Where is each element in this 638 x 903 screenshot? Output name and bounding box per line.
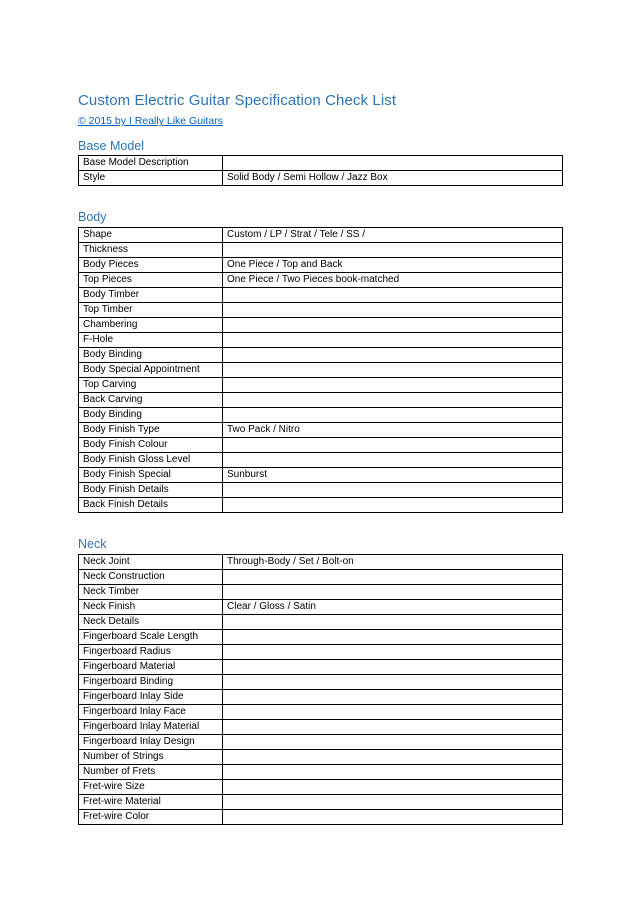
table-row	[79, 273, 563, 288]
row-value[interactable]	[223, 438, 563, 453]
row-value[interactable]	[223, 156, 563, 171]
row-value[interactable]	[223, 630, 563, 645]
row-value[interactable]: Custom / LP / Strat / Tele / SS /	[223, 228, 563, 243]
section-heading-base-model: Base Model	[78, 139, 145, 153]
row-value[interactable]	[223, 675, 563, 690]
base-model-table	[78, 155, 563, 186]
table-row	[79, 333, 563, 348]
body-table	[78, 227, 563, 513]
row-value[interactable]	[223, 735, 563, 750]
row-value[interactable]	[223, 393, 563, 408]
row-value[interactable]	[223, 720, 563, 735]
table-row	[79, 705, 563, 720]
table-row	[79, 348, 563, 363]
row-label: Chambering	[79, 318, 223, 333]
row-label: Body Finish Colour	[79, 438, 223, 453]
row-label: Body Pieces	[79, 258, 223, 273]
row-label: Body Finish Details	[79, 483, 223, 498]
row-value[interactable]	[223, 765, 563, 780]
row-value[interactable]: One Piece / Two Pieces book-matched	[223, 273, 563, 288]
row-value[interactable]	[223, 498, 563, 513]
table-row	[79, 318, 563, 333]
table-row	[79, 720, 563, 735]
row-value[interactable]	[223, 780, 563, 795]
table-row	[79, 438, 563, 453]
row-label: Back Finish Details	[79, 498, 223, 513]
row-value[interactable]	[223, 378, 563, 393]
table-row	[79, 765, 563, 780]
section-heading-neck: Neck	[78, 537, 107, 551]
table-row	[79, 630, 563, 645]
row-label: Neck Finish	[79, 600, 223, 615]
row-label: Top Pieces	[79, 273, 223, 288]
row-value[interactable]	[223, 750, 563, 765]
row-value[interactable]: Two Pack / Nitro	[223, 423, 563, 438]
row-label: Neck Joint	[79, 555, 223, 570]
row-value[interactable]	[223, 363, 563, 378]
table-row	[79, 393, 563, 408]
table-row	[79, 156, 563, 171]
copyright-link[interactable]: © 2015 by I Really Like Guitars	[78, 115, 223, 127]
row-label: Fingerboard Inlay Face	[79, 705, 223, 720]
row-value[interactable]	[223, 615, 563, 630]
row-label: Fret-wire Color	[79, 810, 223, 825]
row-value[interactable]	[223, 288, 563, 303]
table-row	[79, 615, 563, 630]
table-row	[79, 645, 563, 660]
row-label: Thickness	[79, 243, 223, 258]
row-value[interactable]	[223, 453, 563, 468]
row-label: Neck Construction	[79, 570, 223, 585]
row-label: Fingerboard Radius	[79, 645, 223, 660]
row-label: Top Timber	[79, 303, 223, 318]
row-label: Top Carving	[79, 378, 223, 393]
row-label: Body Timber	[79, 288, 223, 303]
table-row	[79, 795, 563, 810]
table-row	[79, 690, 563, 705]
section-heading-body: Body	[78, 210, 107, 224]
row-label: Body Finish Gloss Level	[79, 453, 223, 468]
row-label: Fingerboard Material	[79, 660, 223, 675]
row-value[interactable]	[223, 660, 563, 675]
row-value[interactable]	[223, 810, 563, 825]
row-label: Style	[79, 171, 223, 186]
table-row	[79, 570, 563, 585]
table-row	[79, 660, 563, 675]
row-value[interactable]	[223, 705, 563, 720]
row-value[interactable]	[223, 483, 563, 498]
table-row	[79, 498, 563, 513]
row-value[interactable]: One Piece / Top and Back	[223, 258, 563, 273]
row-label: Body Special Appointment	[79, 363, 223, 378]
table-row	[79, 810, 563, 825]
table-row	[79, 468, 563, 483]
table-row	[79, 735, 563, 750]
table-row	[79, 423, 563, 438]
table-row	[79, 288, 563, 303]
table-row	[79, 171, 563, 186]
row-label: Number of Strings	[79, 750, 223, 765]
row-label: Number of Frets	[79, 765, 223, 780]
row-value[interactable]	[223, 585, 563, 600]
table-row	[79, 363, 563, 378]
row-value[interactable]	[223, 318, 563, 333]
row-label: Fret-wire Material	[79, 795, 223, 810]
row-value[interactable]	[223, 408, 563, 423]
row-label: Neck Details	[79, 615, 223, 630]
table-row	[79, 555, 563, 570]
row-label: Fingerboard Binding	[79, 675, 223, 690]
row-value[interactable]: Through-Body / Set / Bolt-on	[223, 555, 563, 570]
row-label: Fingerboard Scale Length	[79, 630, 223, 645]
table-row	[79, 408, 563, 423]
table-row	[79, 750, 563, 765]
row-value[interactable]	[223, 570, 563, 585]
table-row	[79, 483, 563, 498]
table-row	[79, 600, 563, 615]
table-row	[79, 585, 563, 600]
row-label: Fret-wire Size	[79, 780, 223, 795]
document-title: Custom Electric Guitar Specification Check List	[78, 92, 397, 109]
row-label: Fingerboard Inlay Design	[79, 735, 223, 750]
row-label: Neck Timber	[79, 585, 223, 600]
row-value[interactable]	[223, 303, 563, 318]
row-label: Shape	[79, 228, 223, 243]
row-value[interactable]	[223, 333, 563, 348]
row-value[interactable]: Solid Body / Semi Hollow / Jazz Box	[223, 171, 563, 186]
row-value[interactable]	[223, 690, 563, 705]
row-label: Base Model Description	[79, 156, 223, 171]
row-value[interactable]: Clear / Gloss / Satin	[223, 600, 563, 615]
row-value[interactable]	[223, 348, 563, 363]
row-label: Fingerboard Inlay Material	[79, 720, 223, 735]
row-value[interactable]	[223, 243, 563, 258]
table-row	[79, 378, 563, 393]
table-row	[79, 453, 563, 468]
neck-table	[78, 554, 563, 825]
row-label: Fingerboard Inlay Side	[79, 690, 223, 705]
row-label: Body Binding	[79, 348, 223, 363]
table-row	[79, 303, 563, 318]
table-row	[79, 258, 563, 273]
row-label: Body Finish Special	[79, 468, 223, 483]
table-row	[79, 675, 563, 690]
table-row	[79, 228, 563, 243]
row-label: Back Carving	[79, 393, 223, 408]
row-label: F-Hole	[79, 333, 223, 348]
row-value[interactable]	[223, 645, 563, 660]
row-label: Body Finish Type	[79, 423, 223, 438]
row-label: Body Binding	[79, 408, 223, 423]
table-row	[79, 243, 563, 258]
row-value[interactable]: Sunburst	[223, 468, 563, 483]
row-value[interactable]	[223, 795, 563, 810]
table-row	[79, 780, 563, 795]
